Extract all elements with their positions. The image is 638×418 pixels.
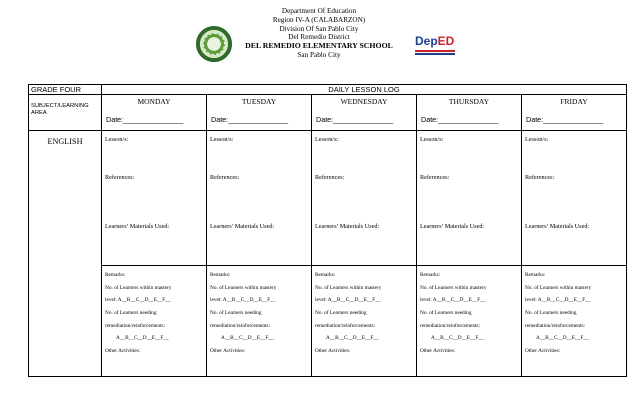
- header-city: San Pablo City: [297, 50, 341, 59]
- needing-label: No. of Learners needing: [420, 310, 472, 316]
- day-header-monday: [102, 95, 207, 131]
- deped-logo-icon: DepED: [415, 34, 459, 60]
- date-field: Date:_______________: [211, 115, 289, 124]
- lesson-cell-thursday: [417, 131, 522, 266]
- header-region: Region IV-A (CALABARZON): [272, 15, 366, 24]
- remarks-label: Remarks:: [525, 272, 546, 278]
- header-text: [200, 7, 438, 60]
- references-label: References:: [105, 174, 135, 181]
- needing-label: No. of Learners needing: [210, 310, 262, 316]
- log-title: DAILY LESSON LOG: [102, 85, 627, 95]
- materials-label: Learners’ Materials Used:: [105, 223, 170, 230]
- remarks-cell-tuesday: [207, 266, 312, 377]
- mastery-label: No. of Learners within mastery: [525, 285, 592, 291]
- lessons-label: Lesson/s:: [525, 136, 549, 143]
- subject-area-label: SUBJECT/LEARNING AREA: [29, 95, 102, 131]
- grade-label: GRADE FOUR: [29, 85, 102, 95]
- remarks-cell-thursday: [417, 266, 522, 377]
- references-label: References:: [315, 174, 345, 181]
- day-name: FRIDAY: [560, 97, 588, 106]
- remarks-label: Remarks:: [210, 272, 231, 278]
- remediation-label: remediation/reinforcements:: [210, 323, 271, 329]
- materials-label: Learners’ Materials Used:: [525, 223, 590, 230]
- other-activities-label: Other Activities:: [420, 348, 456, 354]
- remarks-label: Remarks:: [105, 272, 126, 278]
- date-field: Date:_______________: [106, 115, 184, 124]
- other-activities-label: Other Activities:: [315, 348, 351, 354]
- remediation-scale: A__B__C__D__E__F__: [326, 335, 379, 341]
- needing-label: No. of Learners needing: [105, 310, 157, 316]
- mastery-label: No. of Learners within mastery: [210, 285, 277, 291]
- day-header-friday: [522, 95, 627, 131]
- remarks-cell-wednesday: [312, 266, 417, 377]
- level-scale: level: A__B__C__D__E__F__: [105, 297, 171, 303]
- lesson-cell-wednesday: [312, 131, 417, 266]
- remarks-label: Remarks:: [315, 272, 336, 278]
- subject-name: ENGLISH: [29, 131, 102, 377]
- materials-label: Learners’ Materials Used:: [420, 223, 485, 230]
- lesson-cell-monday: [102, 131, 207, 266]
- other-activities-label: Other Activities:: [525, 348, 561, 354]
- header-department: Department Of Education: [281, 7, 357, 15]
- lessons-label: Lesson/s:: [420, 136, 444, 143]
- remediation-scale: A__B__C__D__E__F__: [221, 335, 274, 341]
- day-header-wednesday: [312, 95, 417, 131]
- materials-label: Learners’ Materials Used:: [210, 223, 275, 230]
- day-name: TUESDAY: [241, 97, 277, 106]
- remarks-cell-friday: [522, 266, 627, 377]
- mastery-label: No. of Learners within mastery: [420, 285, 487, 291]
- needing-label: No. of Learners needing: [525, 310, 577, 316]
- header-school: DEL REMEDIO ELEMENTARY SCHOOL: [245, 41, 393, 51]
- day-header-tuesday: [207, 95, 312, 131]
- lessons-label: Lesson/s:: [105, 136, 129, 143]
- document-header: [0, 0, 638, 84]
- day-name: THURSDAY: [448, 97, 490, 106]
- remediation-label: remediation/reinforcements:: [420, 323, 481, 329]
- mastery-label: No. of Learners within mastery: [315, 285, 382, 291]
- remediation-scale: A__B__C__D__E__F__: [431, 335, 484, 341]
- lessons-label: Lesson/s:: [315, 136, 339, 143]
- remarks-cell-monday: [102, 266, 207, 377]
- remediation-scale: A__B__C__D__E__F__: [536, 335, 589, 341]
- day-name: WEDNESDAY: [340, 97, 388, 106]
- header-division: Division Of San Pablo City: [279, 24, 359, 33]
- level-scale: level: A__B__C__D__E__F__: [315, 297, 381, 303]
- level-scale: level: A__B__C__D__E__F__: [525, 297, 591, 303]
- other-activities-label: Other Activities:: [105, 348, 141, 354]
- remediation-label: remediation/reinforcements:: [315, 323, 376, 329]
- date-field: Date:_______________: [421, 115, 499, 124]
- lessons-label: Lesson/s:: [210, 136, 234, 143]
- remediation-label: remediation/reinforcements:: [525, 323, 586, 329]
- references-label: References:: [420, 174, 450, 181]
- references-label: References:: [210, 174, 240, 181]
- day-name: MONDAY: [137, 97, 171, 106]
- date-field: Date:_______________: [526, 115, 604, 124]
- header-district: Del Remedio District: [288, 33, 350, 42]
- needing-label: No. of Learners needing: [315, 310, 367, 316]
- date-field: Date:_______________: [316, 115, 394, 124]
- remediation-scale: A__B__C__D__E__F__: [116, 335, 169, 341]
- other-activities-label: Other Activities:: [210, 348, 246, 354]
- level-scale: level: A__B__C__D__E__F__: [210, 297, 276, 303]
- daily-lesson-log-table: [28, 84, 627, 377]
- references-label: References:: [525, 174, 555, 181]
- mastery-label: No. of Learners within mastery: [105, 285, 172, 291]
- lesson-cell-tuesday: [207, 131, 312, 266]
- lesson-cell-friday: [522, 131, 627, 266]
- remarks-label: Remarks:: [420, 272, 441, 278]
- level-scale: level: A__B__C__D__E__F__: [420, 297, 486, 303]
- day-header-thursday: [417, 95, 522, 131]
- materials-label: Learners’ Materials Used:: [315, 223, 380, 230]
- remediation-label: remediation/reinforcements:: [105, 323, 166, 329]
